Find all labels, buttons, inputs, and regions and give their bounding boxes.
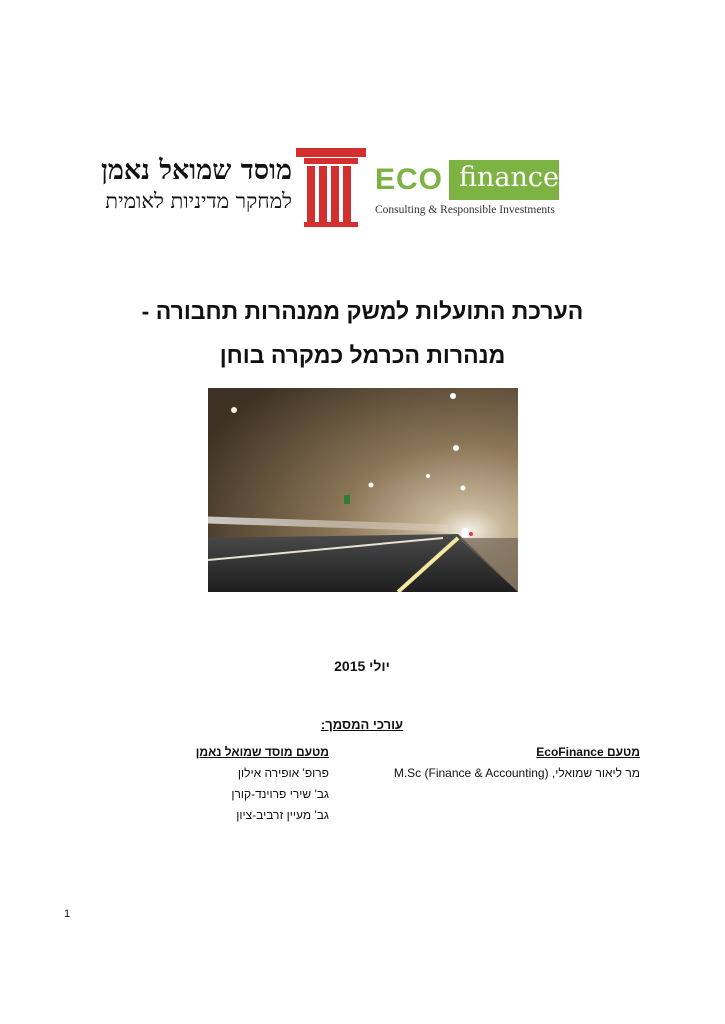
ecofinance-logo-eco: ECO	[375, 163, 444, 196]
editor-name: מר ליאור שמואלי, M.Sc (Finance & Accounting)	[393, 766, 640, 780]
ecofinance-editors	[340, 742, 640, 784]
ecofinance-editors-heading: מטעם EcoFinance	[536, 745, 640, 759]
road-tunnel-photo	[208, 388, 518, 592]
document-title-line1: הערכת התועלות למשק ממנהרות תחבורה -	[141, 298, 584, 324]
editors-heading: עורכי המסמך:	[320, 717, 404, 732]
neeman-logo-text	[101, 156, 292, 214]
document-date: יולי 2015	[334, 658, 390, 674]
ecofinance-logo	[373, 160, 561, 222]
neeman-logo-line2: למחקר מדיניות לאומית	[105, 189, 292, 213]
pillar-icon	[294, 146, 368, 228]
ecofinance-logo-finance: finance	[459, 162, 559, 193]
document-title-line2: מנהרות הכרמל כמקרה בוחן	[219, 342, 506, 368]
editor-name: גב' מעיין זרביב-ציון	[236, 808, 329, 822]
ecofinance-logo-subtitle: Consulting & Responsible Investments	[375, 204, 555, 216]
neeman-institute-logo	[100, 146, 368, 228]
neeman-logo-line1: מוסד שמואל נאמן	[100, 155, 292, 186]
neeman-editors	[129, 742, 329, 826]
editor-name: גב' שירי פרוינד-קורן	[231, 787, 329, 801]
page-number: 1	[64, 908, 71, 920]
ecofinance-logo-mark	[373, 160, 559, 200]
editor-name: פרופ' אופירה אילון	[237, 766, 329, 780]
neeman-editors-heading: מטעם מוסד שמואל נאמן	[195, 745, 329, 759]
